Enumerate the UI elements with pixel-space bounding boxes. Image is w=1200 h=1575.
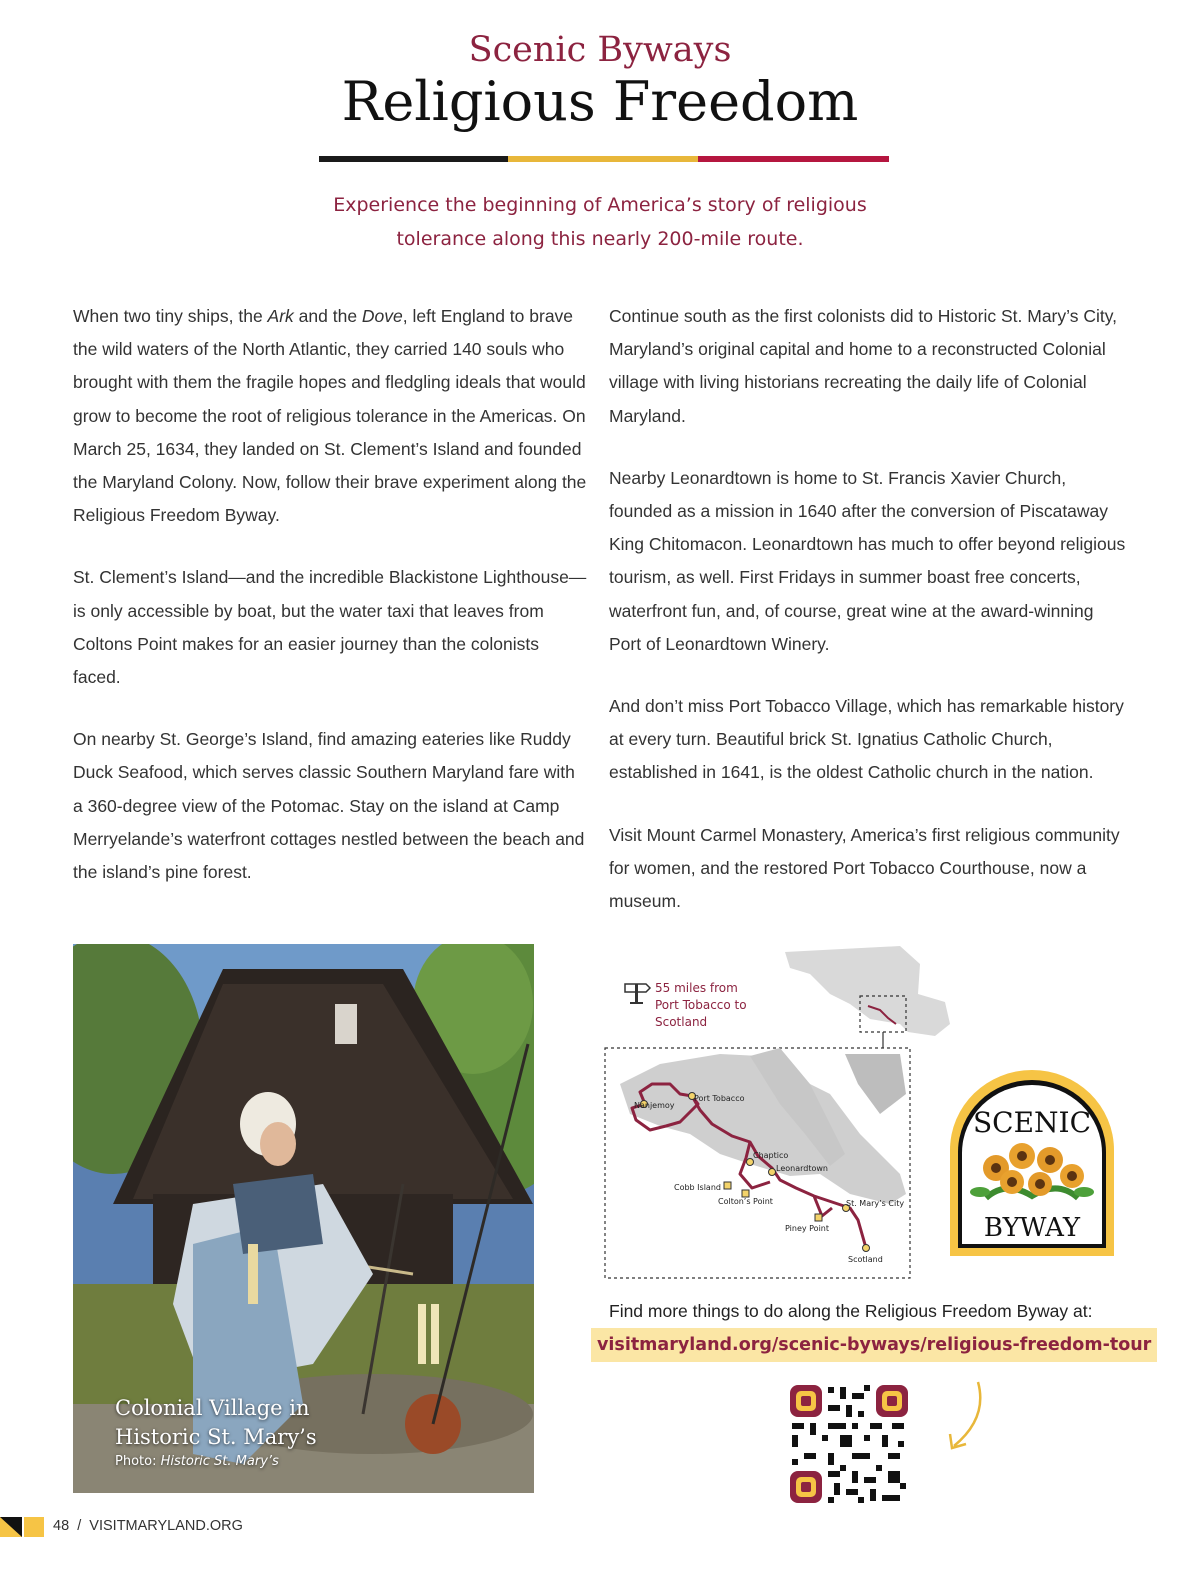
section-kicker: Scenic Byways (468, 30, 732, 70)
scenic-byway-badge (946, 1068, 1118, 1260)
paragraph-mount-carmel: Visit Mount Carmel Monastery, America’s first religious community for women, and the restored Port Tobacco Courthouse, now a museum. (609, 824, 1120, 912)
more-info-lead: Find more things to do along the Religious Freedom Byway at: (609, 1301, 1093, 1321)
route-distance-line-3: Scotland (655, 1015, 708, 1029)
marker-cobb-island (724, 1182, 731, 1189)
badge-text-top: SCENIC (972, 1106, 1092, 1139)
signpost-icon (622, 980, 652, 1006)
qr-code[interactable] (788, 1383, 910, 1505)
marker-piney-point (815, 1214, 822, 1221)
map-label-scotland: Scotland (848, 1255, 883, 1264)
map-label-st-marys-city: St. Mary’s City (846, 1199, 905, 1208)
qr-finder-bottom-left (790, 1471, 822, 1503)
page-title: Religious Freedom (341, 70, 859, 133)
paragraph-port-tobacco: And don’t miss Port Tobacco Village, which has remarkable history at every turn. Beautiful brick St. Ignatius Catholic Church, established in 1641, is the oldest Catholic church in the nation. (609, 696, 1124, 783)
photo-credit (115, 1454, 279, 1469)
photo-credit-source: Historic St. Mary’s (160, 1454, 279, 1469)
title-rule-black (319, 156, 508, 162)
marker-coltons-point (742, 1190, 749, 1197)
paragraph-st-georges: On nearby St. George’s Island, find amazing eateries like Ruddy Duck Seafood, which serves classic Southern Maryland fare with a 360-degree view of the Potomac. Stay on the island at Camp Merryelande’s waterfront cottages nestled between the beach and the island’s pine forest. (73, 729, 585, 883)
paragraph-ships (73, 300, 588, 532)
photo-caption-line-1: Colonial Village in (115, 1396, 310, 1420)
paragraph-text: When two tiny ships, the (73, 306, 268, 326)
paragraph-st-marys-city: Continue south as the first colonists did to Historic St. Mary’s City, Maryland’s original capital and home to a reconstructed Colonial village with living historians recreating the daily life of Colonial Maryland. (609, 306, 1118, 426)
paragraph-text: and the (293, 306, 362, 326)
ship-name-dove: Dove (361, 306, 403, 326)
map-label-cobb-island: Cobb Island (674, 1183, 721, 1192)
curved-arrow-icon (944, 1378, 988, 1458)
page-number: 48 (53, 1518, 70, 1534)
body-column-right (609, 300, 1129, 947)
photo-caption-line-2: Historic St. Mary’s (115, 1425, 317, 1449)
subtitle-line-1: Experience the beginning of America’s story of religious (333, 194, 867, 216)
body-column-left (73, 300, 588, 918)
subtitle (280, 188, 920, 256)
marker-scotland (863, 1245, 870, 1252)
ship-name-ark: Ark (267, 306, 294, 326)
colonial-village-photo (73, 944, 534, 1493)
paragraph-text: , left England to brave the wild waters of the North Atlantic, they carried 140 souls who brought with them the fragile hopes and fledgling ideals that would grow to become the root of religious tolerance in the Americas. On March 25, 1634, they landed on St. Clement’s Island and founded the Maryland Colony. Now, follow their brave experiment along the Religious Freedom Byway. (73, 306, 587, 526)
route-distance (655, 980, 785, 1031)
marker-leonardtown (769, 1169, 776, 1176)
map-label-nanjemoy: Nanjemoy (634, 1101, 675, 1110)
paragraph-st-clements: St. Clement’s Island—and the incredible Blackistone Lighthouse—is only accessible by boat, but the water taxi that leaves from Coltons Point makes for an easier journey than the colonists faced. (73, 567, 587, 688)
title-rule-gold (508, 156, 698, 162)
byway-url-link[interactable]: visitmaryland.org/scenic-byways/religious-freedom-tour (591, 1328, 1157, 1362)
map-label-chaptico: Chaptico (753, 1151, 789, 1160)
page-footer (53, 1518, 243, 1534)
map-label-piney-point: Piney Point (785, 1224, 830, 1233)
subtitle-line-2: tolerance along this nearly 200-mile route. (396, 228, 804, 250)
map-label-coltons-point: Colton’s Point (718, 1197, 773, 1206)
qr-finder-top-left (790, 1385, 822, 1417)
maryland-flag-icon (0, 1517, 44, 1537)
route-distance-line-2: Port Tobacco to (655, 998, 747, 1012)
paragraph-leonardtown: Nearby Leonardtown is home to St. Francis Xavier Church, founded as a mission in 1640 after the conversion of Piscataway King Chitomacon. Leonardtown has much to offer beyond religious tourism, as well. First Fridays in summer boast free concerts, waterfront fun, and, of course, great wine at the award-winning Port of Leonardtown Winery. (609, 467, 1126, 654)
badge-text-bottom: BYWAY (983, 1213, 1081, 1243)
map-label-port-tobacco: Port Tobacco (694, 1094, 745, 1103)
map-label-leonardtown: Leonardtown (776, 1164, 828, 1173)
route-distance-line-1: 55 miles from (655, 981, 738, 995)
title-rule-red (698, 156, 889, 162)
footer-site[interactable]: VISITMARYLAND.ORG (89, 1518, 243, 1534)
photo-caption (115, 1394, 317, 1452)
qr-finder-top-right (876, 1385, 908, 1417)
footer-separator: / (77, 1518, 82, 1534)
photo-credit-prefix: Photo: (115, 1454, 161, 1469)
